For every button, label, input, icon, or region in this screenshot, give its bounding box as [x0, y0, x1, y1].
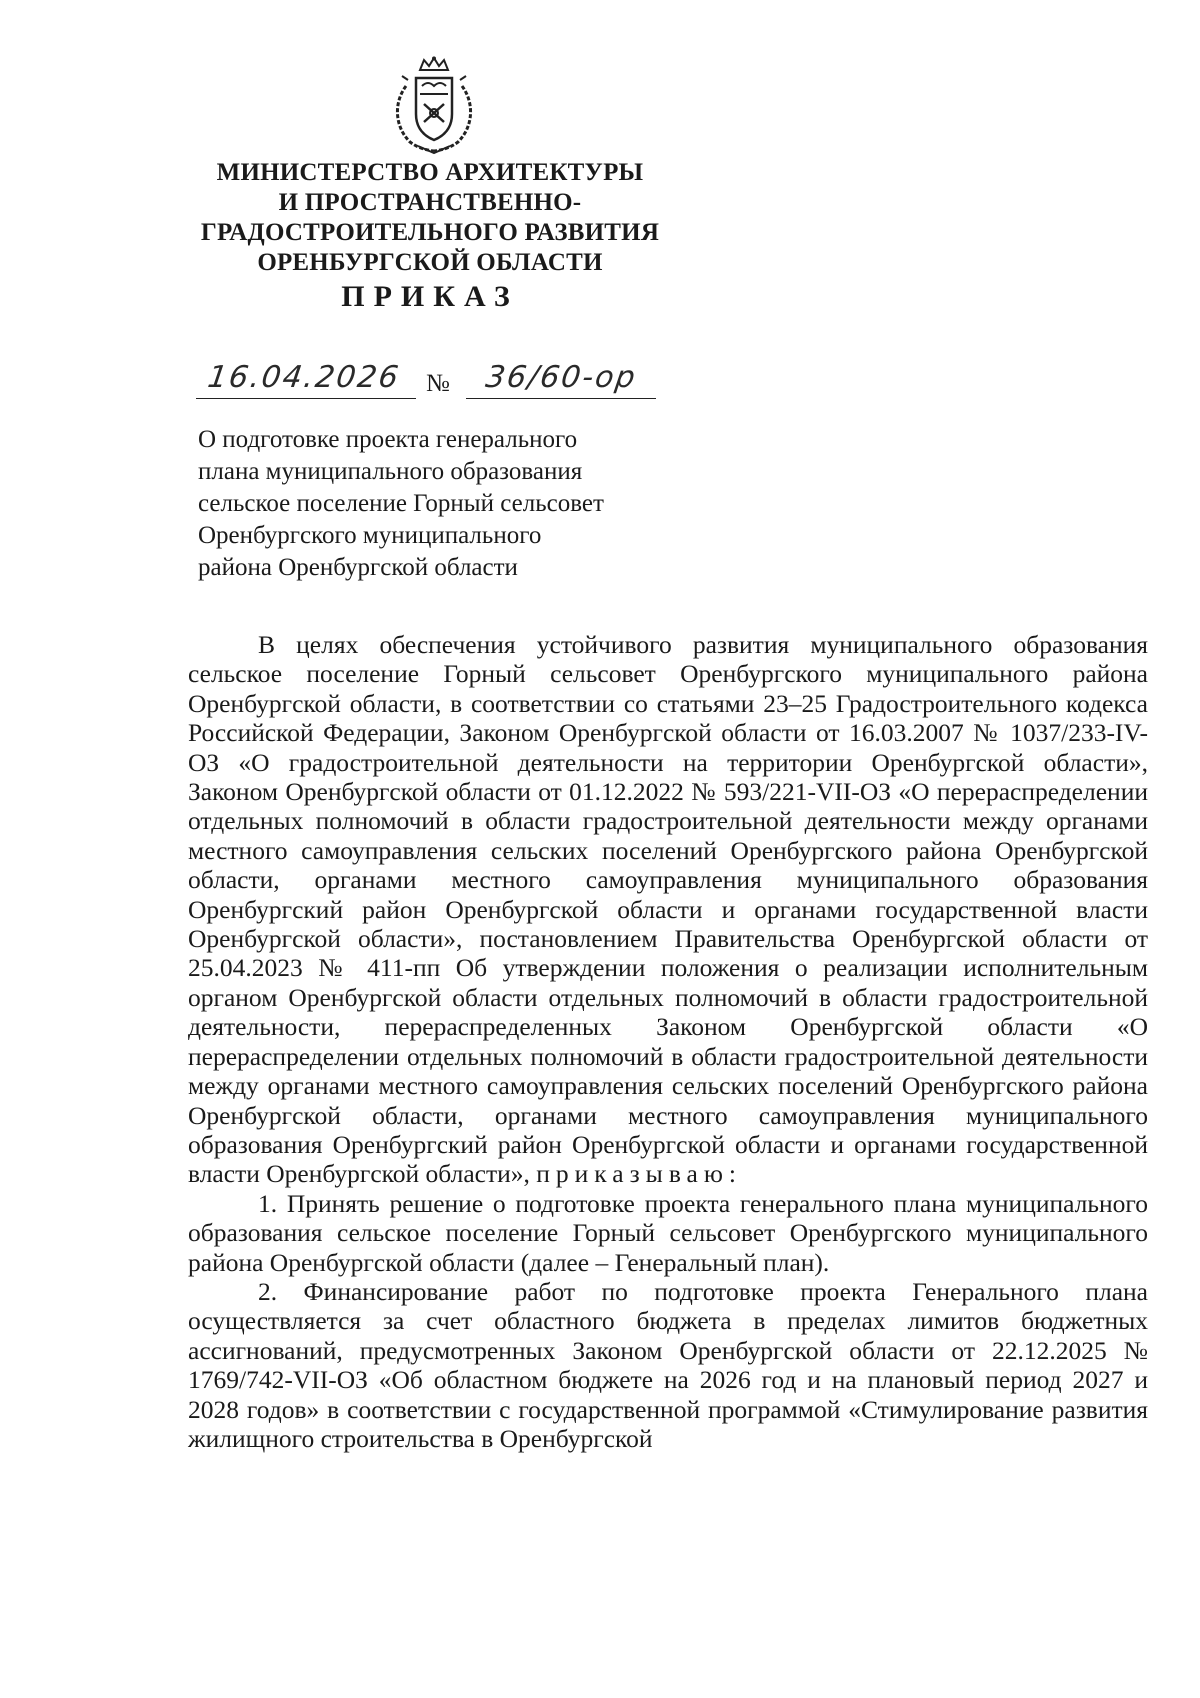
- number-sign: №: [426, 370, 450, 397]
- ministry-name-line: ГРАДОСТРОИТЕЛЬНОГО РАЗВИТИЯ: [200, 219, 660, 246]
- ministry-name-line: И ПРОСТРАНСТВЕННО-: [278, 189, 582, 216]
- preamble-paragraph: [188, 630, 1148, 1189]
- coat-of-arms-emblem: [388, 56, 480, 156]
- order-date: 16.04.2026: [205, 360, 403, 395]
- order-body: [188, 630, 1148, 1453]
- date-underline: [196, 398, 416, 399]
- subject-line: плана муниципального образования: [198, 458, 583, 485]
- number-underline: [466, 398, 656, 399]
- ministry-name: [140, 158, 720, 278]
- subject-line: Оренбургского муниципального: [198, 522, 542, 549]
- subject-line: О подготовке проекта генерального: [198, 426, 578, 453]
- order-subject: [198, 424, 718, 584]
- item-1-paragraph: 1. Принять решение о подготовке проекта генерального плана муниципального образования сельское поселение Горный сельсовет Оренбургского муниципального района Оренбургской области (далее – Генеральный план).: [188, 1188, 1148, 1277]
- document-type-title: ПРИКАЗ: [341, 280, 519, 313]
- ministry-name-line: ОРЕНБУРГСКОЙ ОБЛАСТИ: [257, 249, 603, 276]
- order-number: 36/60-ор: [483, 360, 640, 395]
- subject-line: района Оренбургской области: [198, 554, 518, 581]
- preamble-text: В целях обеспечения устойчивого развития муниципального образования сельское поселение Горный сельсовет Оренбургского муниципального района Оренбургской области, в соответствии со статьями 23–25 Градостроительного кодекса Российской Федерации, Законом Оренбургской области от 16.03.2007 № 1037/233-IV-ОЗ «О градостроительной деятельности на территории Оренбургской области», Законом Оренбургской области от 01.12.2022 № 593/221-VII-ОЗ «О перераспределении отдельных полномочий в области градостроительной деятельности между органами местного самоуправления сельских поселений Оренбургского района Оренбургской области, органами местного самоуправления муниципального образования Оренбургский район Оренбургской области и органами государственной власти Оренбургской области», постановлением Правительства Оренбургской области от 25.04.2023 № 411-пп Об утверждении положения о реализации исполнительным органом Оренбургской области отдельных полномочий в области градостроительной деятельности, перераспределенных Законом Оренбургской области «О перераспределении отдельных полномочий в области градостроительной деятельности между органами местного самоуправления сельских поселений Оренбургского района Оренбургской области, органами местного самоуправления муниципального образования Оренбургский район Оренбургской области и органами государственной власти Оренбургской области»,: [188, 630, 1148, 1189]
- ministry-name-line: МИНИСТЕРСТВО АРХИТЕКТУРЫ: [216, 159, 644, 186]
- subject-line: сельское поселение Горный сельсовет: [198, 490, 604, 517]
- command-word: приказываю:: [536, 1159, 742, 1189]
- item-2-paragraph: 2. Финансирование работ по подготовке проекта Генерального плана осуществляется за счет областного бюджета в пределах лимитов бюджетных ассигнований, предусмотренных Законом Оренбургской области от 22.12.2025 № 1769/742-VII-ОЗ «Об областном бюджете на 2026 год и на плановый период 2027 и 2028 годов» в соответствии с государственной программой «Стимулирование развития жилищного строительства в Оренбургской: [188, 1276, 1148, 1453]
- order-date-number-line: [196, 360, 666, 410]
